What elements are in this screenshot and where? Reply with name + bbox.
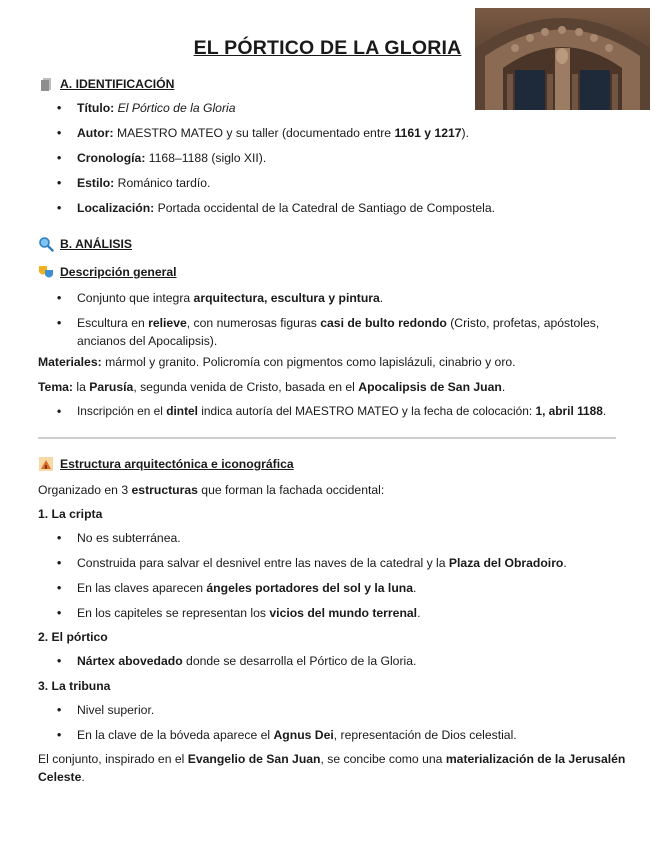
page-title: EL PÓRTICO DE LA GLORIA — [193, 37, 462, 59]
list-item: • Conjunto que integra arquitectura, escultura y pintura. — [38, 289, 635, 307]
estructura-intro: Organizado en 3 estructuras que forman la fachada occidental: — [38, 483, 385, 497]
inscripcion-list — [38, 402, 635, 420]
tribuna-heading: 3. La tribuna — [38, 679, 111, 693]
identificacion-list — [38, 99, 635, 217]
list-item: • Título: El Pórtico de la Gloria — [38, 99, 635, 117]
cripta-heading: 1. La cripta — [38, 507, 103, 521]
list-item: • Estilo: Románico tardío. — [38, 174, 635, 192]
list-item: • En los capiteles se representan los vicios del mundo terrenal. — [38, 604, 635, 622]
tema-paragraph: Tema: la Parusía, segunda venida de Cristo, basada en el Apocalipsis de San Juan. — [38, 380, 506, 394]
list-item: • En las claves aparecen ángeles portadores del sol y la luna. — [38, 579, 635, 597]
list-item: • Inscripción en el dintel indica autoría del MAESTRO MATEO y la fecha de colocación: 1, abril 1188. — [38, 402, 635, 420]
subsection-heading-descripcion: Descripción general — [38, 263, 635, 281]
cripta-list — [38, 529, 635, 622]
list-item: • Escultura en relieve, con numerosas figuras casi de bulto redondo (Cristo, profetas, apóstoles, ancianos del Apocalipsis). — [38, 314, 635, 350]
page-icon — [38, 76, 54, 92]
descripcion-list — [38, 289, 635, 350]
conclusion-paragraph: El conjunto, inspirado en el Evangelio de San Juan, se concibe como una materialización de la Jerusalén Celeste. — [38, 752, 626, 784]
section-heading-analisis: B. ANÁLISIS — [38, 235, 635, 253]
horizontal-divider — [38, 437, 616, 439]
list-item: • En la clave de la bóveda aparece el Agnus Dei, representación de Dios celestial. — [38, 726, 635, 744]
list-item: • Autor: MAESTRO MATEO y su taller (documentado entre 1161 y 1217). — [38, 124, 635, 142]
theater-masks-icon — [38, 264, 54, 280]
list-item: • Nártex abovedado donde se desarrolla el Pórtico de la Gloria. — [38, 652, 635, 670]
list-item: • Nivel superior. — [38, 701, 635, 719]
magnifier-icon — [38, 236, 54, 252]
materiales-paragraph: Materiales: mármol y granito. Policromía con pigmentos como lapislázuli, cinabrio y oro. — [38, 355, 516, 369]
section-heading-estructura: Estructura arquitectónica e iconográfica — [38, 455, 635, 473]
list-item: • Construida para salvar el desnivel entre las naves de la catedral y la Plaza del Obradoiro. — [38, 554, 635, 572]
building-construction-icon — [38, 456, 54, 472]
portico-list — [38, 652, 635, 670]
list-item: • Localización: Portada occidental de la Catedral de Santiago de Compostela. — [38, 199, 635, 217]
list-item: • No es subterránea. — [38, 529, 635, 547]
portico-heading: 2. El pórtico — [38, 630, 108, 644]
section-heading-identificacion: A. IDENTIFICACIÓN — [38, 75, 635, 93]
tribuna-list — [38, 701, 635, 744]
list-item: • Cronología: 1168–1188 (siglo XII). — [38, 149, 635, 167]
